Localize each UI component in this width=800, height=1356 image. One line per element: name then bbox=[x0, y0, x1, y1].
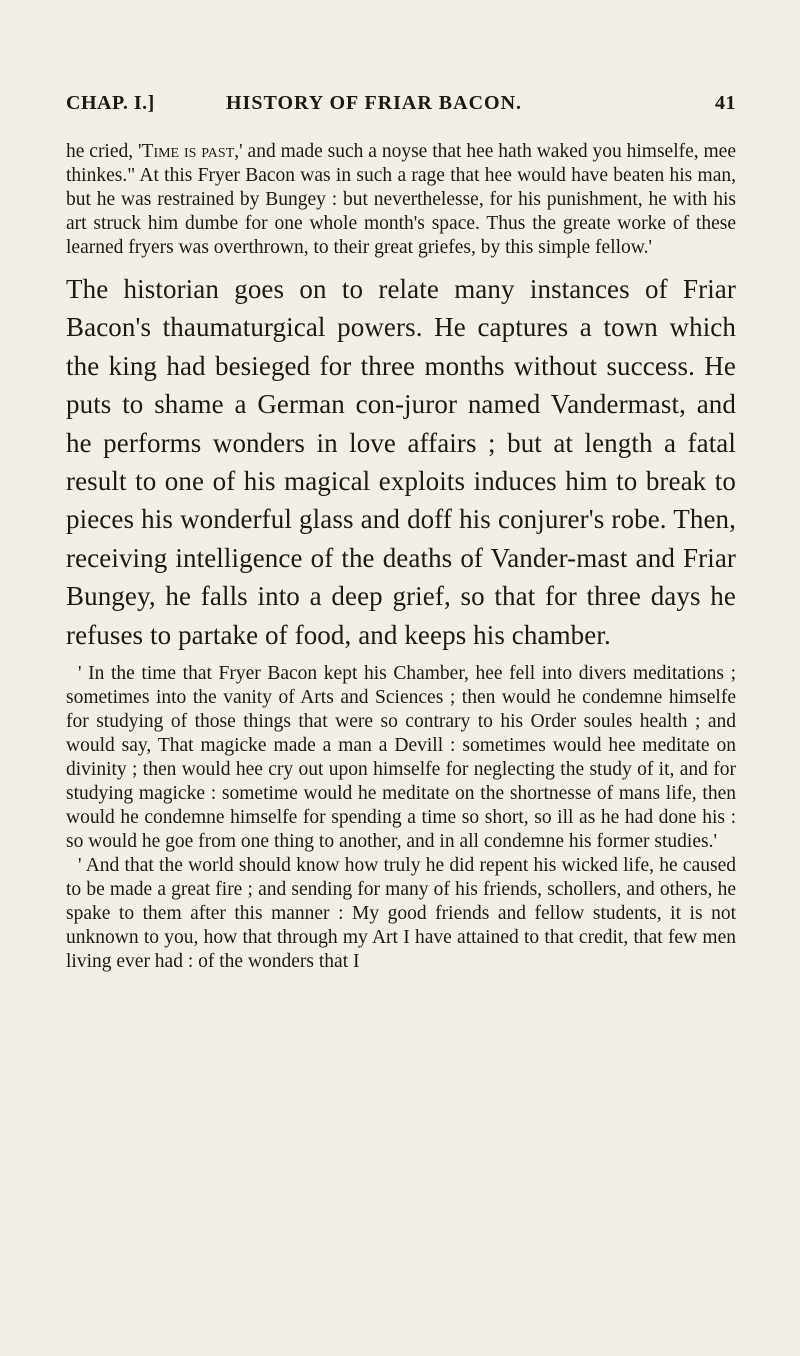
running-header bbox=[66, 92, 736, 126]
main-text-block bbox=[66, 270, 736, 654]
closing-quote-block bbox=[66, 662, 736, 974]
opening-quote-block bbox=[66, 140, 736, 260]
chamber-quote-paragraph: ' In the time that Fryer Bacon kept his Chamber, hee fell into divers meditations ; sometimes into the vanity of Arts and Sciences ; then would he condemne himselfe for studying of those things that were so contrary to his Order soules health ; and would say, That magicke made a man a Devill : sometimes would hee meditate on divinity ; then would hee cry out upon himselfe for neglecting the study of it, and for studying magicke : sometime would he meditate on the shortnesse of mans life, then would he condemne himselfe for spending a time so short, so ill as he had done his : so would he goe from one thing to another, and in all condemne his former studies.' bbox=[66, 663, 736, 853]
opening-quote-smallcaps: Time is past, bbox=[141, 141, 240, 162]
chapter-label: CHAP. I.] bbox=[66, 92, 155, 114]
main-paragraph: The historian goes on to relate many instances of Friar Bacon's thaumaturgical powers. He captures a town which the king had besieged for three months without success. He puts to shame a German con-juror named Vandermast, and he performs wonders in love affairs ; but at length a fatal result to one of his magical exploits induces him to break to pieces his wonderful glass and doff his conjurer's robe. Then, receiving intelligence of the deaths of Vander-mast and Friar Bungey, he falls into a deep grief, so that for three days he refuses to partake of food, and keeps his chamber. bbox=[66, 274, 736, 650]
opening-quote-paragraph bbox=[66, 140, 736, 260]
opening-quote-rest: ' and made such a noyse that hee hath waked you himselfe, mee thinkes." At this Fryer Bacon was in such a rage that hee would have beaten his man, but he was restrained by Bungey : but neverthelesse, for his punishment, he with his art struck him dumbe for one whole month's space. Thus the greate worke of these learned fryers was overthrown, to their great griefes, by this simple fellow.' bbox=[66, 141, 736, 258]
page-title: HISTORY OF FRIAR BACON. bbox=[226, 92, 523, 114]
page-number: 41 bbox=[715, 92, 736, 114]
repent-quote-paragraph: ' And that the world should know how truly he did repent his wicked life, he caused to be made a great fire ; and sending for many of his friends, schollers, and others, he spake to them after this manner : My good friends and fellow students, it is not unknown to you, how that through my Art I have attained to that credit, that few men living ever had : of the wonders that I bbox=[66, 855, 736, 973]
book-page bbox=[66, 92, 736, 974]
opening-quote-start: he cried, ' bbox=[66, 141, 142, 162]
